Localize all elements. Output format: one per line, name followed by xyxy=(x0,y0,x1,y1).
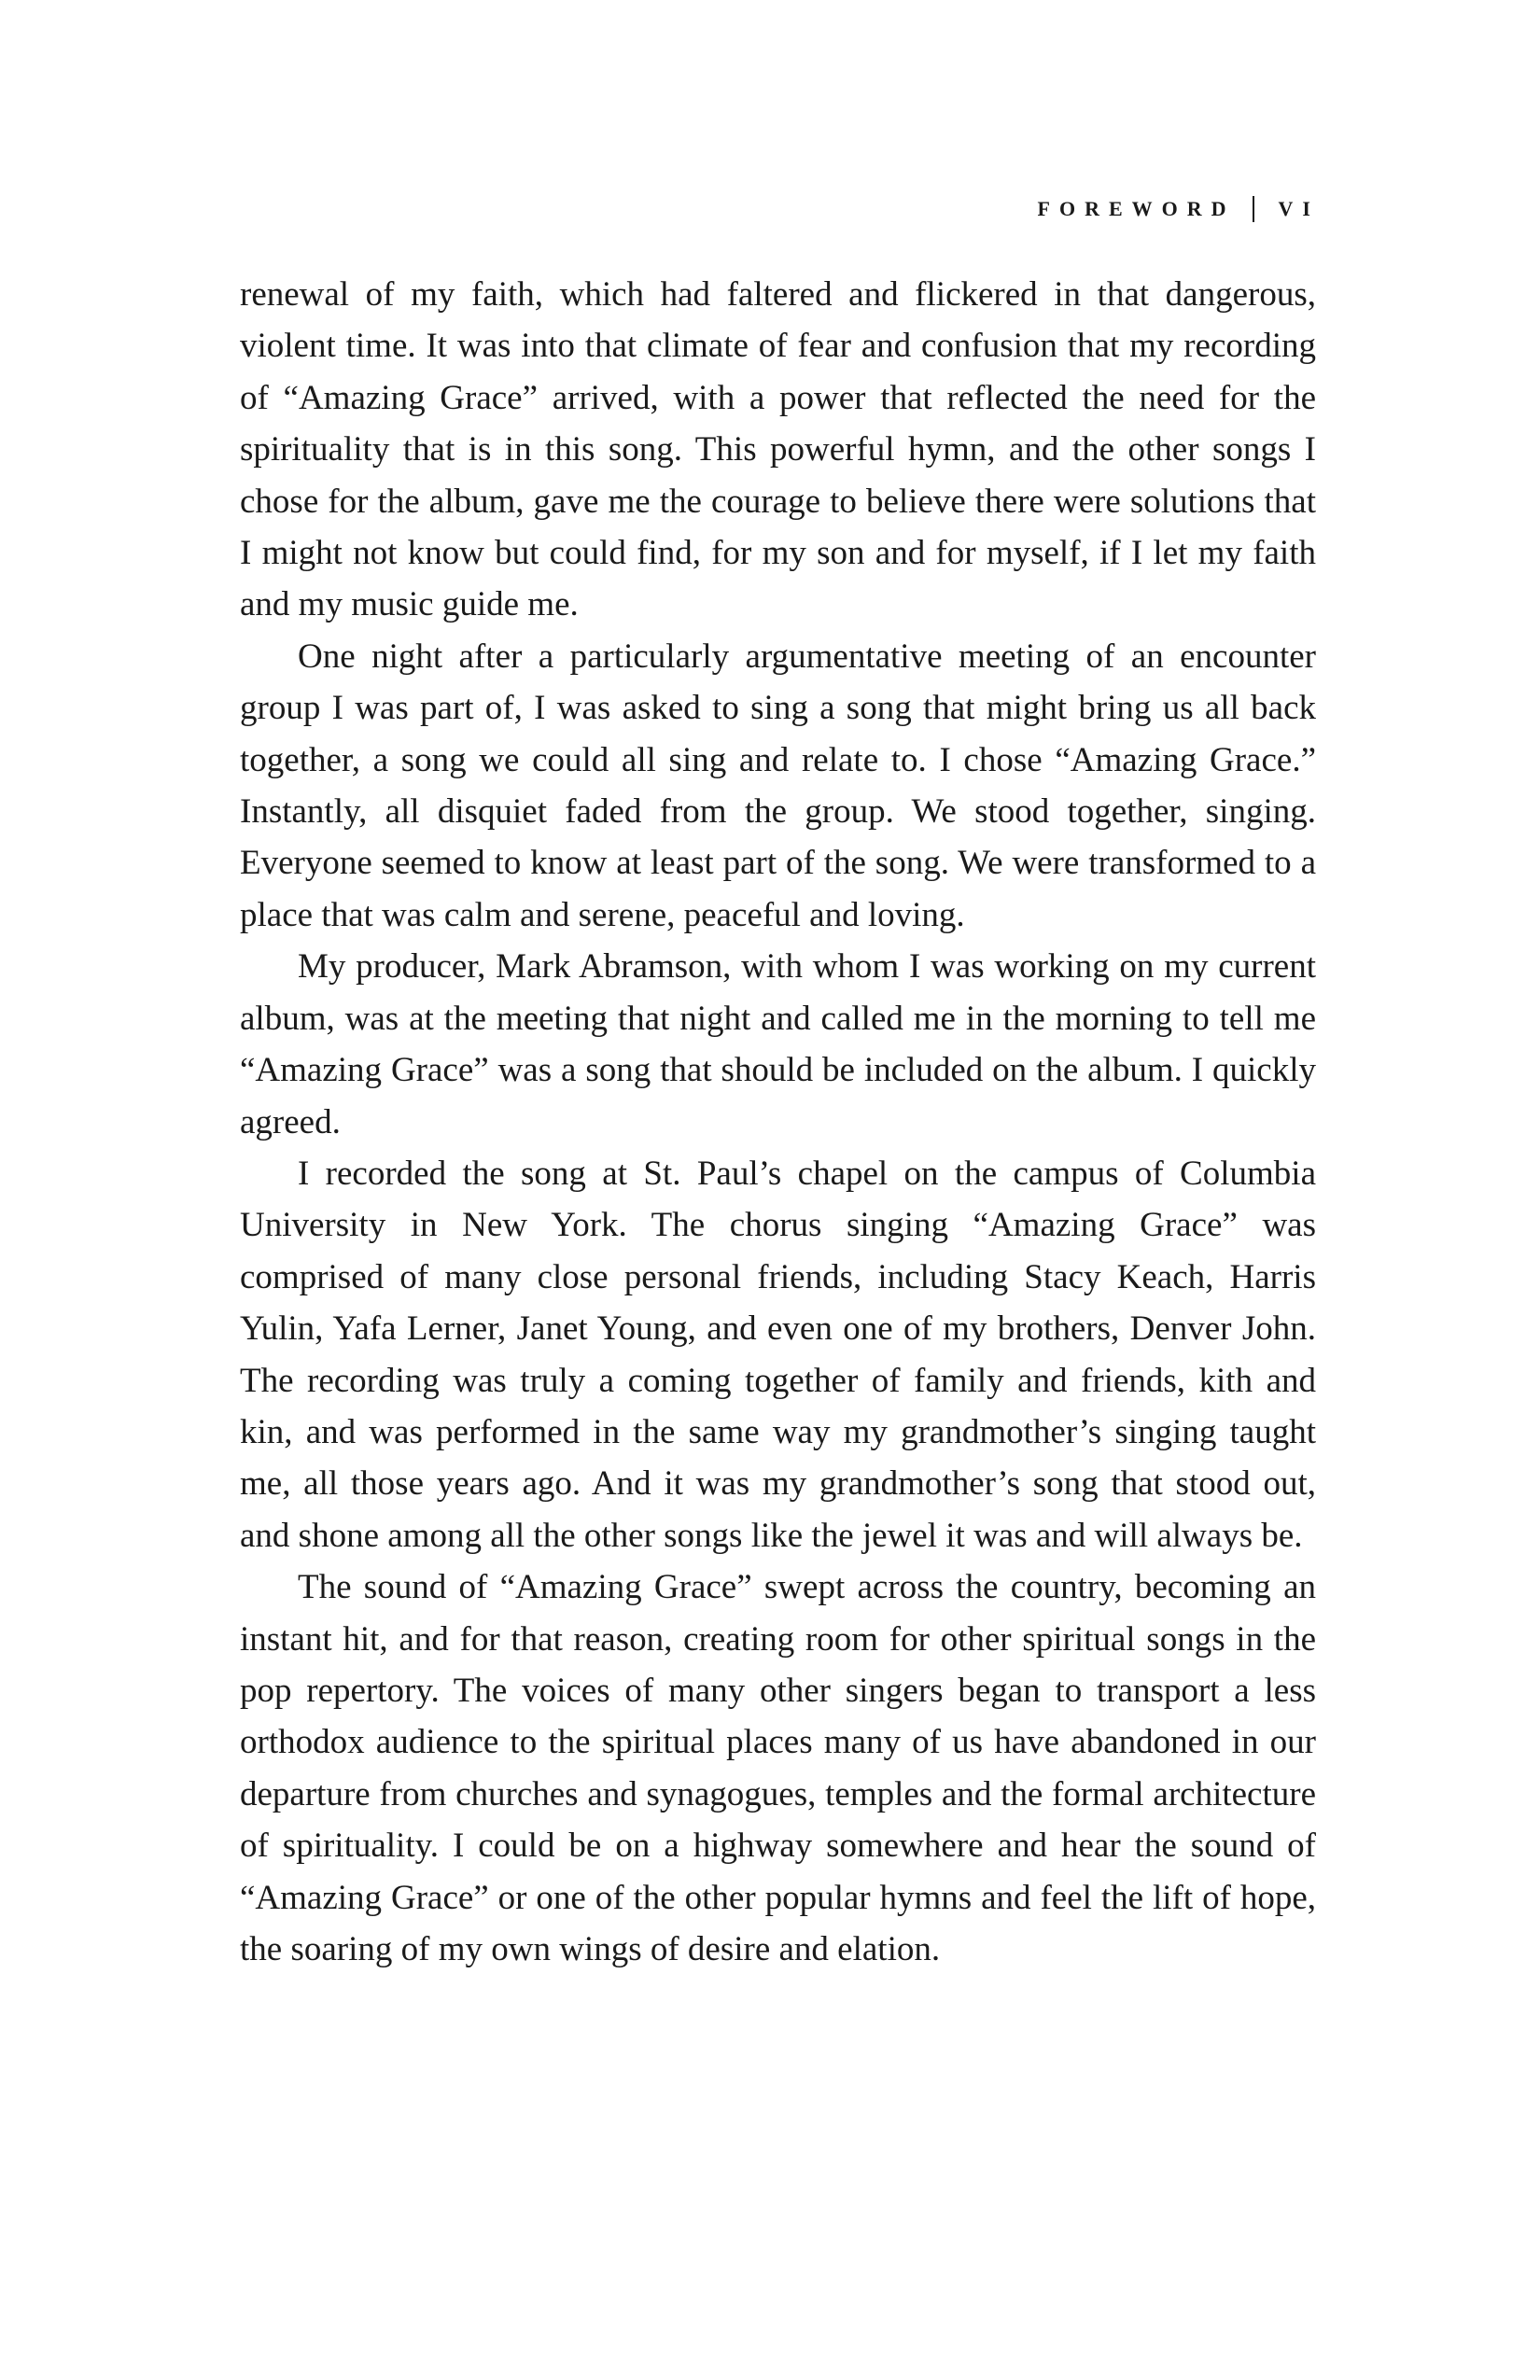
paragraph: I recorded the song at St. Paul’s chapel on the campus of Columbia University in New York. The chorus singing “Amazing Grace” was comprised of many close personal friends, including Stacy Keach, Harris Yulin, Yafa Lerner, Janet Young, and even one of my brothers, Denver John. The recording was truly a coming together of family and friends, kith and kin, and was performed in the same way my grandmother’s singing taught me, all those years ago. And it was my grandmother’s song that stood out, and shone among all the other songs like the jewel it was and will always be. xyxy=(240,1154,1316,1555)
body-text xyxy=(240,269,1316,1975)
section-title: FOREWORD xyxy=(1037,197,1236,220)
paragraph: renewal of my faith, which had faltered and flickered in that dangerous, violent time. It was into that climate of fear and confusion that my recording of “Amazing Grace” arrived, with a power that reflected the need for the spirituality that is in this song. This powerful hymn, and the other songs I chose for the album, gave me the courage to believe there were solutions that I might not know but could find, for my son and for myself, if I let my faith and my music guide me. xyxy=(240,275,1316,624)
paragraph: One night after a particularly argumentative meeting of an encounter group I was part of, I was asked to sing a song that might bring us all back together, a song we could all sing and relate to. I chose “Amazing Grace.” Instantly, all disquiet faded from the group. We stood together, singing. Everyone seemed to know at least part of the song. We were transformed to a place that was calm and serene, peaceful and loving. xyxy=(240,637,1316,934)
header-divider xyxy=(1253,196,1254,222)
paragraph: The sound of “Amazing Grace” swept across the country, becoming an instant hit, and for that reason, creating room for other spiritual songs in the pop repertory. The voices of many other singers began to transport a less orthodox audience to the spiritual places many of us have abandoned in our departure from churches and synagogues, temples and the formal architecture of spirituality. I could be on a highway somewhere and hear the sound of “Amazing Grace” or one of the other popular hymns and feel the lift of hope, the soaring of my own wings of desire and elation. xyxy=(240,1568,1316,1968)
paragraph: My producer, Mark Abramson, with whom I was working on my current album, was at the meeting that night and called me in the morning to tell me “Amazing Grace” was a song that should be included on the album. I quickly agreed. xyxy=(240,947,1316,1141)
running-header xyxy=(1038,196,1320,222)
page-number: VI xyxy=(1278,197,1320,220)
